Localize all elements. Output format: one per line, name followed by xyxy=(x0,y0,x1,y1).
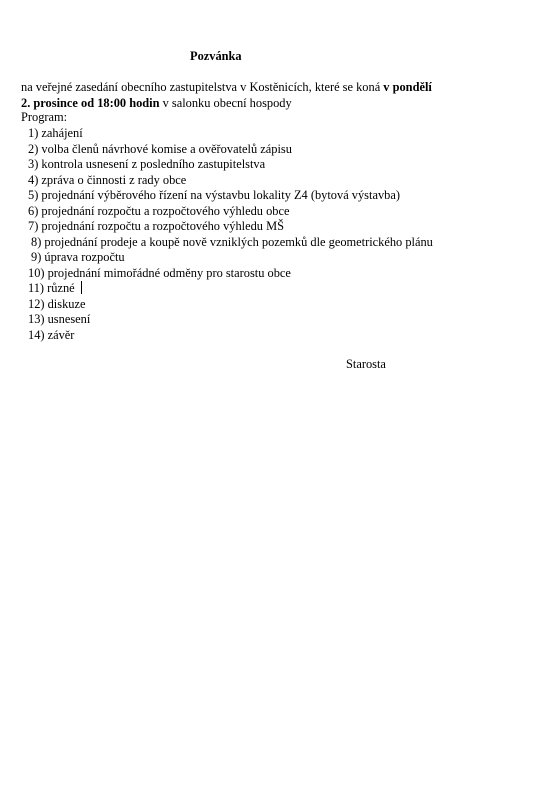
program-label: Program: xyxy=(21,110,68,124)
agenda-item: 8) projednání prodeje a koupě nově vzniklých pozemků dle geometrického plánu xyxy=(31,234,433,249)
agenda-item: 3) kontrola usnesení z posledního zastupitelstva xyxy=(28,157,266,171)
signature: Starosta xyxy=(346,357,386,371)
agenda-item: 11) různé xyxy=(28,281,75,295)
agenda-item: 7) projednání rozpočtu a rozpočtového výhledu MŠ xyxy=(28,219,285,233)
intro-line-1 xyxy=(21,79,521,95)
agenda-item: 9) úprava rozpočtu xyxy=(31,250,125,264)
agenda-item: 12) diskuze xyxy=(28,296,86,311)
intro-date-day: v pondělí xyxy=(383,80,432,94)
intro-text-1: na veřejné zasedání obecního zastupitelstva v Kostěnicích, které se koná xyxy=(21,80,384,94)
agenda-item: 4) zpráva o činnosti z rady obce xyxy=(28,172,187,187)
agenda-item: 14) závěr xyxy=(28,327,75,342)
intro-paragraph xyxy=(21,79,521,111)
agenda-item: 6) projednání rozpočtu a rozpočtového výhledu obce xyxy=(28,203,290,218)
intro-text-2: v salonku obecní hospody xyxy=(159,96,292,110)
agenda-item: 1) zahájení xyxy=(28,126,83,140)
agenda-item: 13) usnesení xyxy=(28,312,91,326)
document-title: Pozvánka xyxy=(190,49,242,63)
text-cursor xyxy=(81,281,82,294)
agenda-list xyxy=(28,126,433,343)
agenda-item-with-cursor[interactable] xyxy=(28,281,433,297)
intro-date-time: 2. prosince od 18:00 hodin xyxy=(21,96,160,110)
agenda-item: 2) volba členů návrhové komise a ověřovatelů zápisu xyxy=(28,141,292,156)
agenda-item: 10) projednání mimořádné odměny pro starostu obce xyxy=(28,265,291,280)
agenda-item: 5) projednání výběrového řízení na výstavbu lokality Z4 (bytová výstavba) xyxy=(28,188,400,202)
intro-line-2 xyxy=(21,95,521,111)
